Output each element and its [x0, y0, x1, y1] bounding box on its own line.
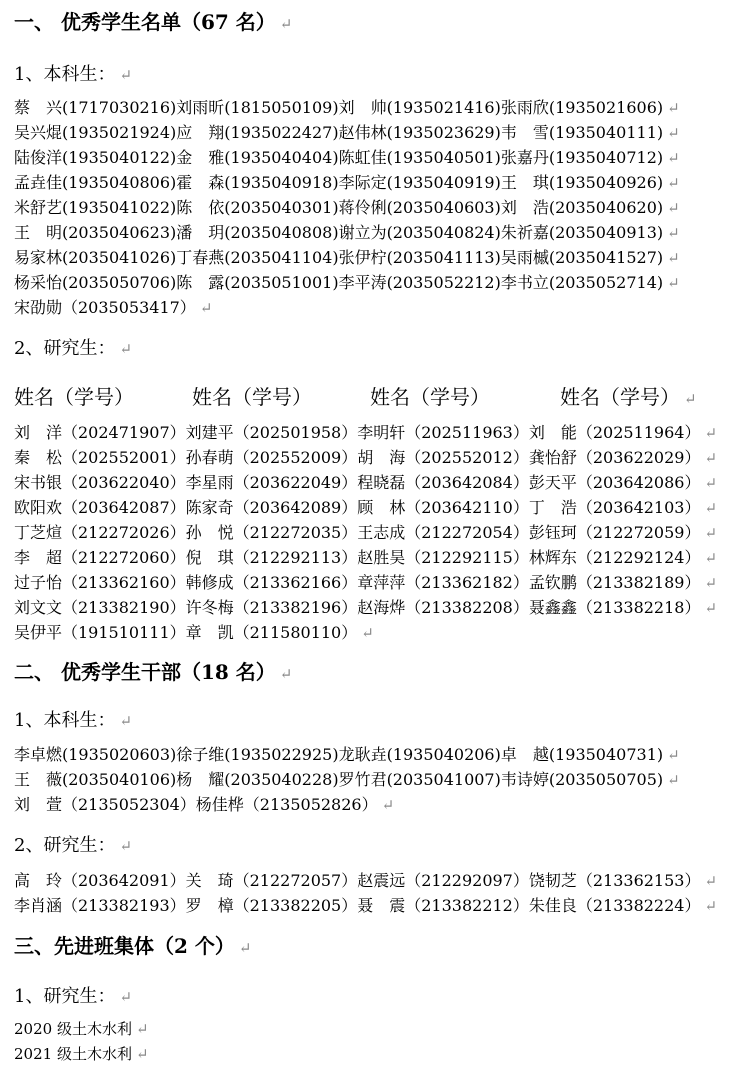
- record-line: [14, 195, 729, 218]
- paragraph-mark: ↵: [667, 199, 680, 217]
- paragraph-mark: ↵: [119, 837, 133, 855]
- paragraph-mark: ↵: [704, 897, 718, 915]
- paragraph-mark: ↵: [119, 340, 133, 358]
- paragraph-mark: ↵: [667, 99, 680, 117]
- record-text: 王 明(2035040623)潘 玥(2035040808)谢立为(2035040824)朱祈嘉(2035040913): [14, 223, 664, 242]
- record-line: [14, 270, 729, 293]
- paragraph-mark: ↵: [704, 549, 718, 567]
- record-text: 秦 松（202552001）孙春萌（202552009）胡 海（202552012）龚怡舒（203622029）: [14, 448, 701, 467]
- record-line: [14, 520, 729, 543]
- record-line: [14, 95, 729, 118]
- record-text: 孟垚佳(1935040806)霍 森(1935040918)李际定(1935040919)王 琪(1935040926): [14, 173, 664, 192]
- paragraph-mark: ↵: [704, 449, 718, 467]
- record-text: 欧阳欢（203642087）陈家奇（203642089）顾 林（203642110）丁 浩（203642103）: [14, 498, 701, 517]
- record-text: 蔡 兴(1717030216)刘雨昕(1815050109)刘 帅(1935021416)张雨欣(1935021606): [14, 98, 664, 117]
- paragraph-mark: ↵: [704, 499, 718, 517]
- record-text: 刘 萱（2135052304）杨佳桦（2135052826）: [14, 795, 378, 814]
- record-line: [14, 620, 729, 643]
- record-text: 米舒艺(1935041022)陈 依(2035040301)蒋伶俐(2035040603)刘 浩(2035040620): [14, 198, 664, 217]
- paragraph-mark: ↵: [704, 424, 718, 442]
- record-line: [14, 595, 729, 618]
- record-line: [14, 220, 729, 243]
- paragraph-mark: ↵: [667, 746, 680, 764]
- record-text: 高 玲（203642091）关 琦（212272057）赵震远（212292097）饶韧芝（213362153）: [14, 871, 701, 890]
- paragraph-mark: ↵: [684, 390, 697, 408]
- paragraph-mark: ↵: [667, 149, 680, 167]
- paragraph-mark: ↵: [704, 599, 718, 617]
- record-text: 宋劭勋（2035053417）: [14, 298, 196, 317]
- paragraph-mark: ↵: [667, 274, 680, 292]
- paragraph-mark: ↵: [704, 574, 718, 592]
- record-text: 过子怡（213362160）韩修成（213362166）章萍萍（213362182）孟钦鹏（213382189）: [14, 573, 701, 592]
- paragraph-mark: ↵: [704, 474, 718, 492]
- paragraph-mark: ↵: [361, 624, 374, 642]
- paragraph-mark: ↵: [667, 224, 680, 242]
- header-cell: 姓名（学号）: [370, 385, 490, 409]
- record-line: [14, 868, 729, 891]
- paragraph-mark: ↵: [119, 712, 133, 730]
- record-line: [14, 245, 729, 268]
- record-text: 宋书银（203622040）李星雨（203622049）程晓磊（203642084）彭天平（203642086）: [14, 473, 701, 492]
- record-line: [14, 893, 729, 916]
- record-text: 易家林(2035041026)丁春燕(2035041104)张伊柠(2035041113)吴雨槭(2035041527): [14, 248, 664, 267]
- paragraph-mark: ↵: [667, 771, 680, 789]
- record-line: [14, 145, 729, 168]
- record-text: 杨采怡(2035050706)陈 露(2035051001)李平涛(2035052212)李书立(2035052714): [14, 273, 664, 292]
- record-line: [14, 420, 729, 443]
- paragraph-mark: ↵: [279, 665, 293, 683]
- section-2-heading: 二、 优秀学生干部（18 名） ↵: [14, 660, 293, 684]
- record-line: [14, 295, 729, 318]
- section-2-undergrad-label: 1、本科生： ↵: [14, 710, 133, 731]
- paragraph-mark: ↵: [199, 299, 213, 317]
- record-line: [14, 742, 729, 765]
- paragraph-mark: ↵: [135, 1045, 149, 1063]
- grad-table-header: [14, 381, 729, 410]
- record-text: 李 超（212272060）倪 琪（212292113）赵胜昊（212292115）林辉东（212292124）: [14, 548, 701, 567]
- paragraph-mark: ↵: [238, 939, 252, 957]
- section-2-grad-label: 2、研究生： ↵: [14, 835, 133, 856]
- record-text: 王 薇(2035040106)杨 耀(2035040228)罗竹君(2035041007)韦诗婷(2035050705): [14, 770, 664, 789]
- record-line: [14, 570, 729, 593]
- paragraph-mark: ↵: [135, 1020, 149, 1038]
- paragraph-mark: ↵: [667, 174, 680, 192]
- class-item: 2021 级土木水利 ↵: [14, 1045, 149, 1063]
- record-line: [14, 120, 729, 143]
- section-1-grad-label: 2、研究生： ↵: [14, 338, 133, 359]
- record-line: [14, 792, 729, 815]
- paragraph-mark: ↵: [119, 66, 133, 84]
- paragraph-mark: ↵: [667, 124, 680, 142]
- header-cell: 姓名（学号）: [560, 385, 680, 409]
- section-1-heading: 一、 优秀学生名单（67 名） ↵: [14, 10, 293, 34]
- record-text: 吴伊平（191510111）章 凯（211580110）: [14, 623, 358, 642]
- record-line: [14, 445, 729, 468]
- paragraph-mark: ↵: [704, 872, 718, 890]
- record-text: 李卓燃(1935020603)徐子维(1935022925)龙耿垚(1935040206)卓 越(1935040731): [14, 745, 664, 764]
- record-text: 吴兴焜(1935021924)应 翔(1935022427)赵伟林(1935023629)韦 雪(1935040111): [14, 123, 664, 142]
- record-line: [14, 470, 729, 493]
- paragraph-mark: ↵: [279, 15, 293, 33]
- paragraph-mark: ↵: [667, 249, 680, 267]
- record-text: 刘 洋（202471907）刘建平（202501958）李明轩（202511963）刘 能（202511964）: [14, 423, 701, 442]
- record-line: [14, 767, 729, 790]
- record-text: 李肖涵（213382193）罗 樟（213382205）聂 震（213382212）朱佳良（213382224）: [14, 896, 701, 915]
- record-line: [14, 495, 729, 518]
- record-line: [14, 545, 729, 568]
- paragraph-mark: ↵: [119, 988, 133, 1006]
- paragraph-mark: ↵: [704, 524, 718, 542]
- record-text: 刘文文（213382190）许冬梅（213382196）赵海烨（213382208）聂鑫鑫（213382218）: [14, 598, 701, 617]
- section-3-grad-label: 1、研究生： ↵: [14, 986, 133, 1007]
- header-cell: 姓名（学号）: [192, 385, 312, 409]
- record-text: 陆俊洋(1935040122)金 雅(1935040404)陈虹佳(1935040501)张嘉丹(1935040712): [14, 148, 664, 167]
- header-cell: 姓名（学号）: [14, 385, 134, 409]
- record-text: 丁芝煊（212272026）孙 悦（212272035）王志成（212272054）彭钰珂（212272059）: [14, 523, 701, 542]
- record-line: [14, 170, 729, 193]
- paragraph-mark: ↵: [381, 796, 395, 814]
- section-3-heading: 三、先进班集体（2 个） ↵: [14, 934, 252, 958]
- section-1-undergrad-label: 1、本科生： ↵: [14, 64, 133, 85]
- class-item: 2020 级土木水利 ↵: [14, 1020, 149, 1038]
